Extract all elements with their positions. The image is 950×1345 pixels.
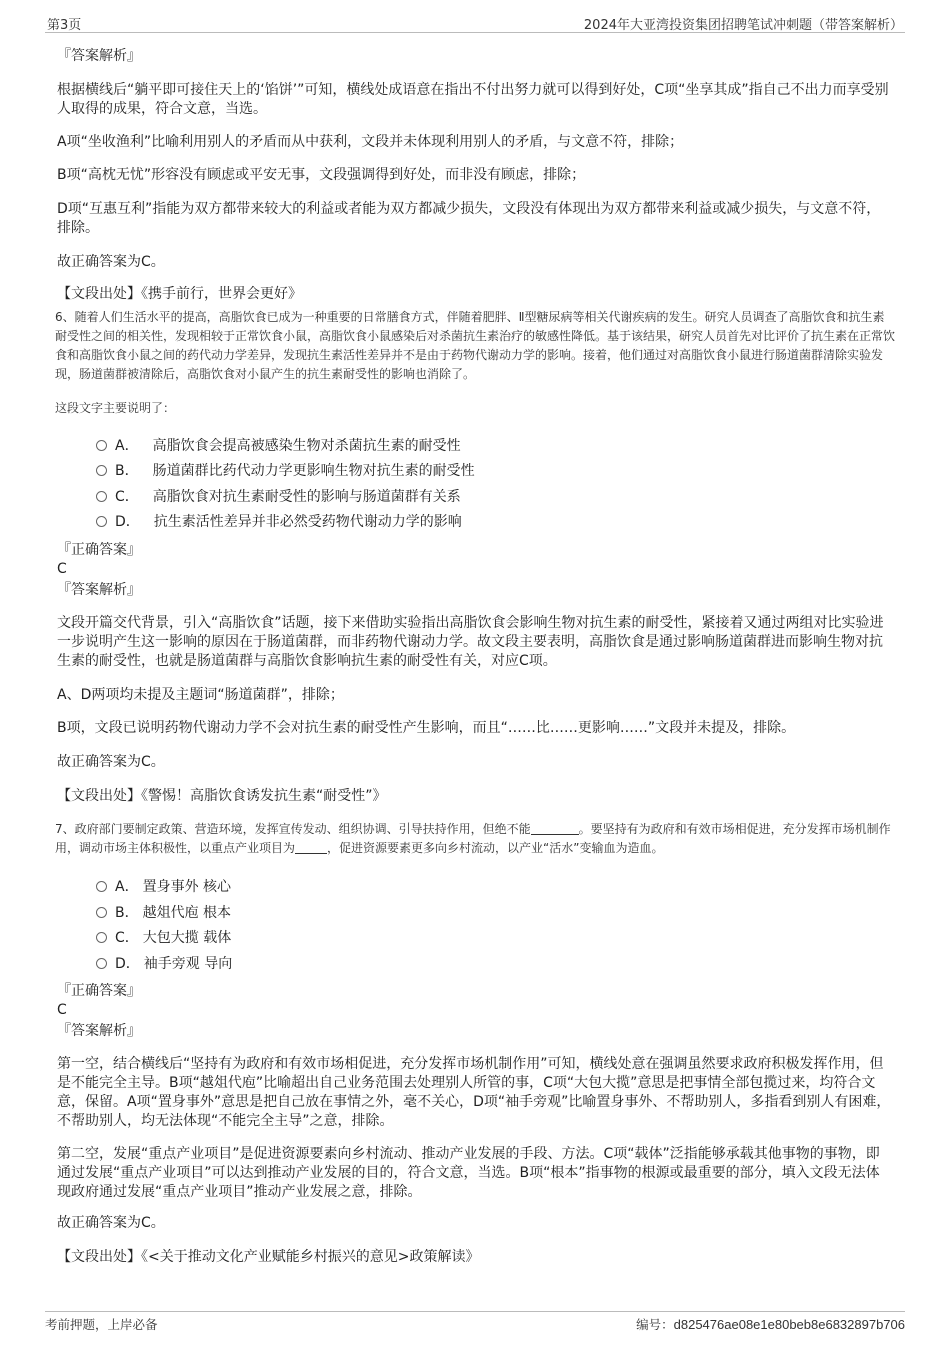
q7-option-d[interactable]: D． 袖手旁观 导向 — [96, 954, 232, 974]
radio-button[interactable] — [96, 465, 107, 476]
q7-analysis-para2: 第二空，发展“重点产业项目”是促进资源要素向乡村流动、推动产业发展的手段、方法。C项“载体”泛指能够承载其他事物的事物，即通过发展“重点产业项目”可以达到推动产业发展的目的，符合文意，当选。B项“根本”指事物的根源或最重要的部分，填入文段无法体现政府通过发展“重点产业项目”推动产业发展之意，排除。 — [57, 1146, 880, 1200]
q6-correct-answer: C — [57, 561, 67, 577]
q7-source: 【文段出处】《<关于推动文化产业赋能乡村振兴的意见>政策解读》 — [57, 1249, 480, 1265]
q6-source: 【文段出处】《警惕！高脂饮食诱发抗生素“耐受性”》 — [57, 788, 387, 804]
page-header — [45, 10, 905, 33]
q7-analysis-label: 『答案解析』 — [57, 1023, 141, 1039]
document-title: 2024年大亚湾投资集团招聘笔试冲刺题（带答案解析） — [583, 18, 903, 33]
q6-option-b[interactable]: B． 肠道菌群比药代动力学更影响生物对抗生素的耐受性 — [96, 461, 475, 481]
q6-option-c[interactable]: C． 高脂饮食对抗生素耐受性的影响与肠道菌群有关系 — [96, 487, 461, 507]
q6-correct-label: 『正确答案』 — [57, 542, 141, 558]
q7-option-b[interactable]: B． 越俎代庖 根本 — [96, 903, 231, 923]
q6-conclusion: 故正确答案为C。 — [57, 754, 165, 770]
q7-correct-answer: C — [57, 1002, 67, 1018]
q7-analysis-para1: 第一空，结合横线后“坚持有为政府和有效市场相促进，充分发挥市场机制作用”可知，横线处意在强调虽然要求政府积极发挥作用，但是不能完全主导。B项“越俎代庖”比喻超出自己业务范围去处理别人所管的事，C项“大包大揽”意思是把事情全部包揽过来，均符合文意，保留。A项“置身事外”意思是把自己放在事情之外，毫不关心，D项“袖手旁观”比喻置身事外、不帮助别人，多指看到别人有困难，不帮助别人，均无法体现“不能完全主导”之意，排除。 — [57, 1056, 891, 1129]
radio-button[interactable] — [96, 881, 107, 892]
q7-option-a[interactable]: A． 置身事外 核心 — [96, 877, 231, 897]
radio-button[interactable] — [96, 440, 107, 451]
q5-conclusion: 故正确答案为C。 — [57, 254, 165, 270]
q5-analysis-para3: B项“高枕无忧”形容没有顾虑或平安无事，文段强调得到好处，而非没有顾虑，排除； — [57, 167, 586, 183]
q5-source: 【文段出处】《携手前行，世界会更好》 — [57, 286, 302, 302]
q6-analysis-para3: B项，文段已说明药物代谢动力学不会对抗生素的耐受性产生影响，而且“……比……更影响……”文段并未提及，排除。 — [57, 720, 796, 736]
q6-option-a[interactable]: A． 高脂饮食会提高被感染生物对杀菌抗生素的耐受性 — [96, 436, 461, 456]
page-footer — [45, 1311, 905, 1334]
radio-button[interactable] — [96, 516, 107, 527]
q6-analysis-para1: 文段开篇交代背景，引入“高脂饮食”话题，接下来借助实验指出高脂饮食会影响生物对抗生素的耐受性，紧接着又通过两组对比实验进一步说明产生这一影响的原因在于肠道菌群，而非药物代谢动力学。故文段主要表明，高脂饮食是通过影响肠道菌群进而影响生物对抗生素的耐受性，也就是肠道菌群与高脂饮食影响抗生素的耐受性有关，对应C项。 — [57, 615, 884, 669]
page-number: 第3页 — [47, 18, 82, 33]
q6-question: 这段文字主要说明了： — [55, 401, 176, 415]
q5-analysis-para1: 根据横线后“躺平即可接住天上的‘馅饼’”可知，横线处成语意在指出不付出努力就可以得到好处，C项“坐享其成”指自己不出力而享受别人取得的成果，符合文意，当选。 — [57, 82, 889, 117]
q7-conclusion: 故正确答案为C。 — [57, 1215, 165, 1231]
q6-stem: 6、随着人们生活水平的提高，高脂饮食已成为一种重要的日常膳食方式，伴随着肥胖、Ⅱ型糖尿病等相关代谢疾病的发生。研究人员调查了高脂饮食和抗生素耐受性之间的相关性，发现相较于正常饮食小鼠，高脂饮食小鼠感染后对杀菌抗生素治疗的敏感性降低。基于该结果，研究人员首先对比评价了抗生素在正常饮食和高脂饮食小鼠之间的药代动力学差异，发现抗生素活性差异并不是由于药物代谢动力学的影响。接着，他们通过对高脂饮食小鼠进行肠道菌群清除实验发现，肠道菌群被清除后，高脂饮食对小鼠产生的抗生素耐受性的影响也消除了。 — [55, 310, 896, 381]
radio-button[interactable] — [96, 491, 107, 502]
q7-option-c[interactable]: C． 大包大揽 载体 — [96, 928, 231, 948]
q5-analysis-label: 『答案解析』 — [57, 48, 141, 64]
blank-1[interactable] — [531, 820, 579, 835]
q7-correct-label: 『正确答案』 — [57, 983, 141, 999]
q6-analysis-label: 『答案解析』 — [57, 582, 141, 598]
radio-button[interactable] — [96, 958, 107, 969]
q6-analysis-para2: A、D两项均未提及主题词“肠道菌群”，排除； — [57, 687, 344, 703]
blank-2[interactable] — [295, 839, 327, 854]
q6-option-d[interactable]: D． 抗生素活性差异并非必然受药物代谢动力学的影响 — [96, 512, 462, 532]
footer-slogan: 考前押题，上岸必备 — [45, 1317, 158, 1332]
radio-button[interactable] — [96, 932, 107, 943]
radio-button[interactable] — [96, 907, 107, 918]
footer-code: 编号：d825476ae08e1e80beb8e6832897b706 — [636, 1317, 905, 1332]
q7-stem: 7、政府部门要制定政策、营造环境，发挥宣传发动、组织协调、引导扶持作用，但绝不能 。要坚持有为政府和有效市场相促进，充分发挥市场机制作用，调动市场主体积极性，以重点产业项目为 ，促进资源要素更多向乡村流动，以产业“活水”变输血为造血。 — [55, 822, 891, 855]
q5-analysis-para4: D项“互惠互利”指能为双方都带来较大的利益或者能为双方都减少损失，文段没有体现出为双方都带来利益或减少损失，与文意不符，排除。 — [57, 201, 881, 236]
q5-analysis-para2: A项“坐收渔利”比喻利用别人的矛盾而从中获利，文段并未体现利用别人的矛盾，与文意不符，排除； — [57, 134, 684, 150]
